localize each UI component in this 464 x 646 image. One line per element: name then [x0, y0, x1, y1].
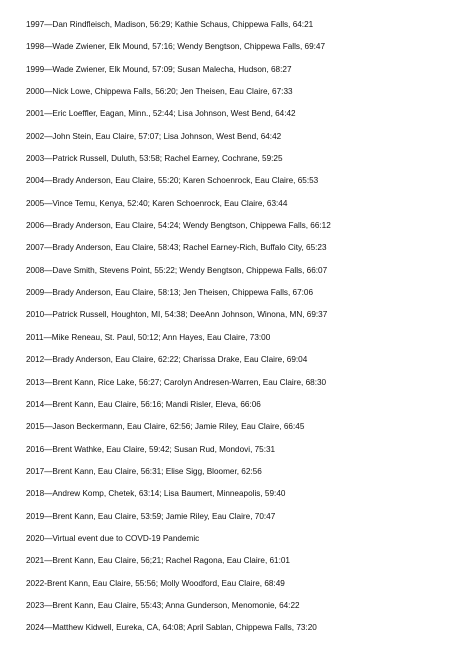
- winner-entry: 2007—Brady Anderson, Eau Claire, 58:43; Rachel Earney-Rich, Buffalo City, 65:23: [26, 243, 327, 253]
- winner-entry: 2005—Vince Temu, Kenya, 52:40; Karen Schoenrock, Eau Claire, 63:44: [26, 198, 288, 208]
- winner-entry: 2018—Andrew Komp, Chetek, 63:14; Lisa Baumert, Minneapolis, 59:40: [26, 489, 286, 499]
- winner-entry: 2019—Brent Kann, Eau Claire, 53:59; Jamie Riley, Eau Claire, 70:47: [26, 511, 276, 521]
- winner-entry: 2014—Brent Kann, Eau Claire, 56:16; Mandi Risler, Eleva, 66:06: [26, 399, 261, 409]
- winner-entry: 2008—Dave Smith, Stevens Point, 55:22; Wendy Bengtson, Chippewa Falls, 66:07: [26, 265, 328, 275]
- winner-entry: 2012—Brady Anderson, Eau Claire, 62:22; Charissa Drake, Eau Claire, 69:04: [26, 355, 308, 365]
- winner-entry: 2003—Patrick Russell, Duluth, 53:58; Rachel Earney, Cochrane, 59:25: [26, 154, 283, 164]
- winners-list: [26, 20, 456, 646]
- winner-entry: 2015—Jason Beckermann, Eau Claire, 62:56; Jamie Riley, Eau Claire, 66:45: [26, 422, 305, 432]
- winner-entry: 2022-Brent Kann, Eau Claire, 55:56; Molly Woodford, Eau Claire, 68:49: [26, 578, 285, 588]
- winner-entry: 2006—Brady Anderson, Eau Claire, 54:24; Wendy Bengtson, Chippewa Falls, 66:12: [26, 221, 331, 231]
- winner-entry: 2000—Nick Lowe, Chippewa Falls, 56:20; Jen Theisen, Eau Claire, 67:33: [26, 87, 293, 97]
- winner-entry: 2023—Brent Kann, Eau Claire, 55:43; Anna Gunderson, Menomonie, 64:22: [26, 600, 300, 610]
- winner-entry: 2016—Brent Wathke, Eau Claire, 59:42; Susan Rud, Mondovi, 75:31: [26, 444, 276, 454]
- winner-entry: 1999—Wade Zwiener, Elk Mound, 57:09; Susan Malecha, Hudson, 68:27: [26, 64, 292, 74]
- winner-entry: 1998—Wade Zwiener, Elk Mound, 57:16; Wendy Bengtson, Chippewa Falls, 69:47: [26, 42, 326, 52]
- winner-entry: 2024—Matthew Kidwell, Eureka, CA, 64:08; April Sablan, Chippewa Falls, 73:20: [26, 623, 317, 633]
- winner-entry: 2021—Brent Kann, Eau Claire, 56;21; Rachel Ragona, Eau Claire, 61:01: [26, 556, 290, 566]
- winner-entry: 2011—Mike Reneau, St. Paul, 50:12; Ann Hayes, Eau Claire, 73:00: [26, 332, 271, 342]
- winner-entry: 2001—Eric Loeffler, Eagan, Minn., 52:44; Lisa Johnson, West Bend, 64:42: [26, 109, 296, 119]
- winner-entry: 2017—Brent Kann, Eau Claire, 56:31; Elise Sigg, Bloomer, 62:56: [26, 466, 262, 476]
- winner-entry: 2004—Brady Anderson, Eau Claire, 55:20; Karen Schoenrock, Eau Claire, 65:53: [26, 176, 319, 186]
- winner-entry: 2013—Brent Kann, Rice Lake, 56:27; Carolyn Andresen-Warren, Eau Claire, 68:30: [26, 377, 327, 387]
- document-page: [26, 20, 456, 646]
- winner-entry: 2002—John Stein, Eau Claire, 57:07; Lisa Johnson, West Bend, 64:42: [26, 131, 282, 141]
- winner-entry: 2020—Virtual event due to COVD-19 Pandemic: [26, 533, 200, 543]
- winner-entry: 1997—Dan Rindfleisch, Madison, 56:29; Kathie Schaus, Chippewa Falls, 64:21: [26, 20, 314, 29]
- winner-entry: 2009—Brady Anderson, Eau Claire, 58:13; Jen Theisen, Chippewa Falls, 67:06: [26, 288, 314, 298]
- winner-entry: 2010—Patrick Russell, Houghton, MI, 54:38; DeeAnn Johnson, Winona, MN, 69:37: [26, 310, 328, 320]
